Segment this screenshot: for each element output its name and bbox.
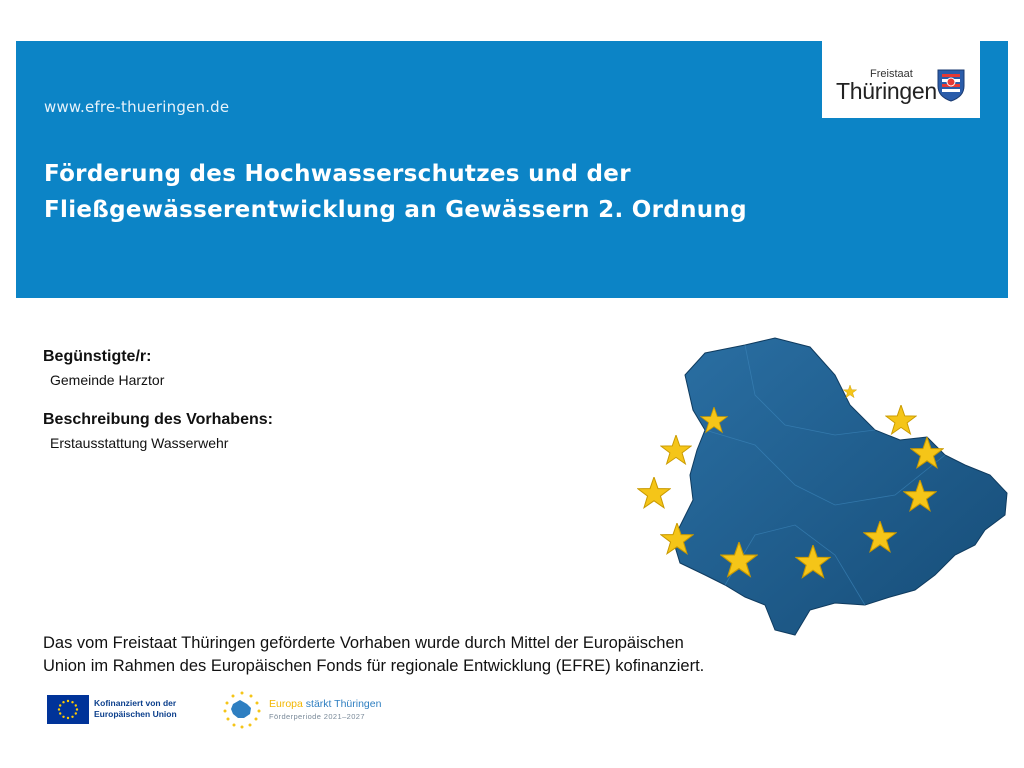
eu-label-line-1: Kofinanziert von der [94, 698, 177, 708]
beneficiary-label: Begünstigte/r: [43, 348, 152, 365]
europa-staerkt-thueringen-title [269, 698, 381, 710]
funding-period-label: Förderperiode 2021–2027 [269, 712, 365, 721]
europa-staerkt-thueringen-icon [220, 690, 264, 730]
eu-cofinanced-label [94, 698, 177, 720]
es-word-europa: Europa [269, 698, 303, 710]
thuringia-map-with-eu-stars-icon [635, 335, 1015, 640]
title-line-2: Fließgewässerentwicklung an Gewässern 2. Ordnung [44, 197, 747, 223]
description-value: Erstausstattung Wasserwehr [50, 435, 229, 451]
thuringia-crest-icon [936, 68, 966, 102]
logo-thueringen-text: Thüringen [836, 78, 937, 104]
title-line-1: Förderung des Hochwasserschutzes und der [44, 161, 631, 187]
statement-line-1: Das vom Freistaat Thüringen geförderte Vorhaben wurde durch Mittel der Europäischen [43, 634, 684, 652]
es-word-rest: stärkt Thüringen [302, 698, 382, 710]
statement-line-2: Union im Rahmen des Europäischen Fonds für regionale Entwicklung (EFRE) kofinanziert. [43, 657, 705, 675]
freistaat-thueringen-logo [822, 41, 980, 118]
eu-flag-icon [47, 695, 89, 724]
page-title [44, 156, 844, 228]
eu-label-line-2: Europäischen Union [94, 709, 177, 719]
website-url[interactable]: www.efre-thueringen.de [44, 98, 230, 116]
header-banner [16, 41, 1008, 298]
logo-freistaat-text: Freistaat [870, 68, 913, 80]
description-label: Beschreibung des Vorhabens: [43, 411, 273, 428]
cofinancing-statement [43, 632, 803, 678]
beneficiary-value: Gemeinde Harztor [50, 372, 165, 388]
